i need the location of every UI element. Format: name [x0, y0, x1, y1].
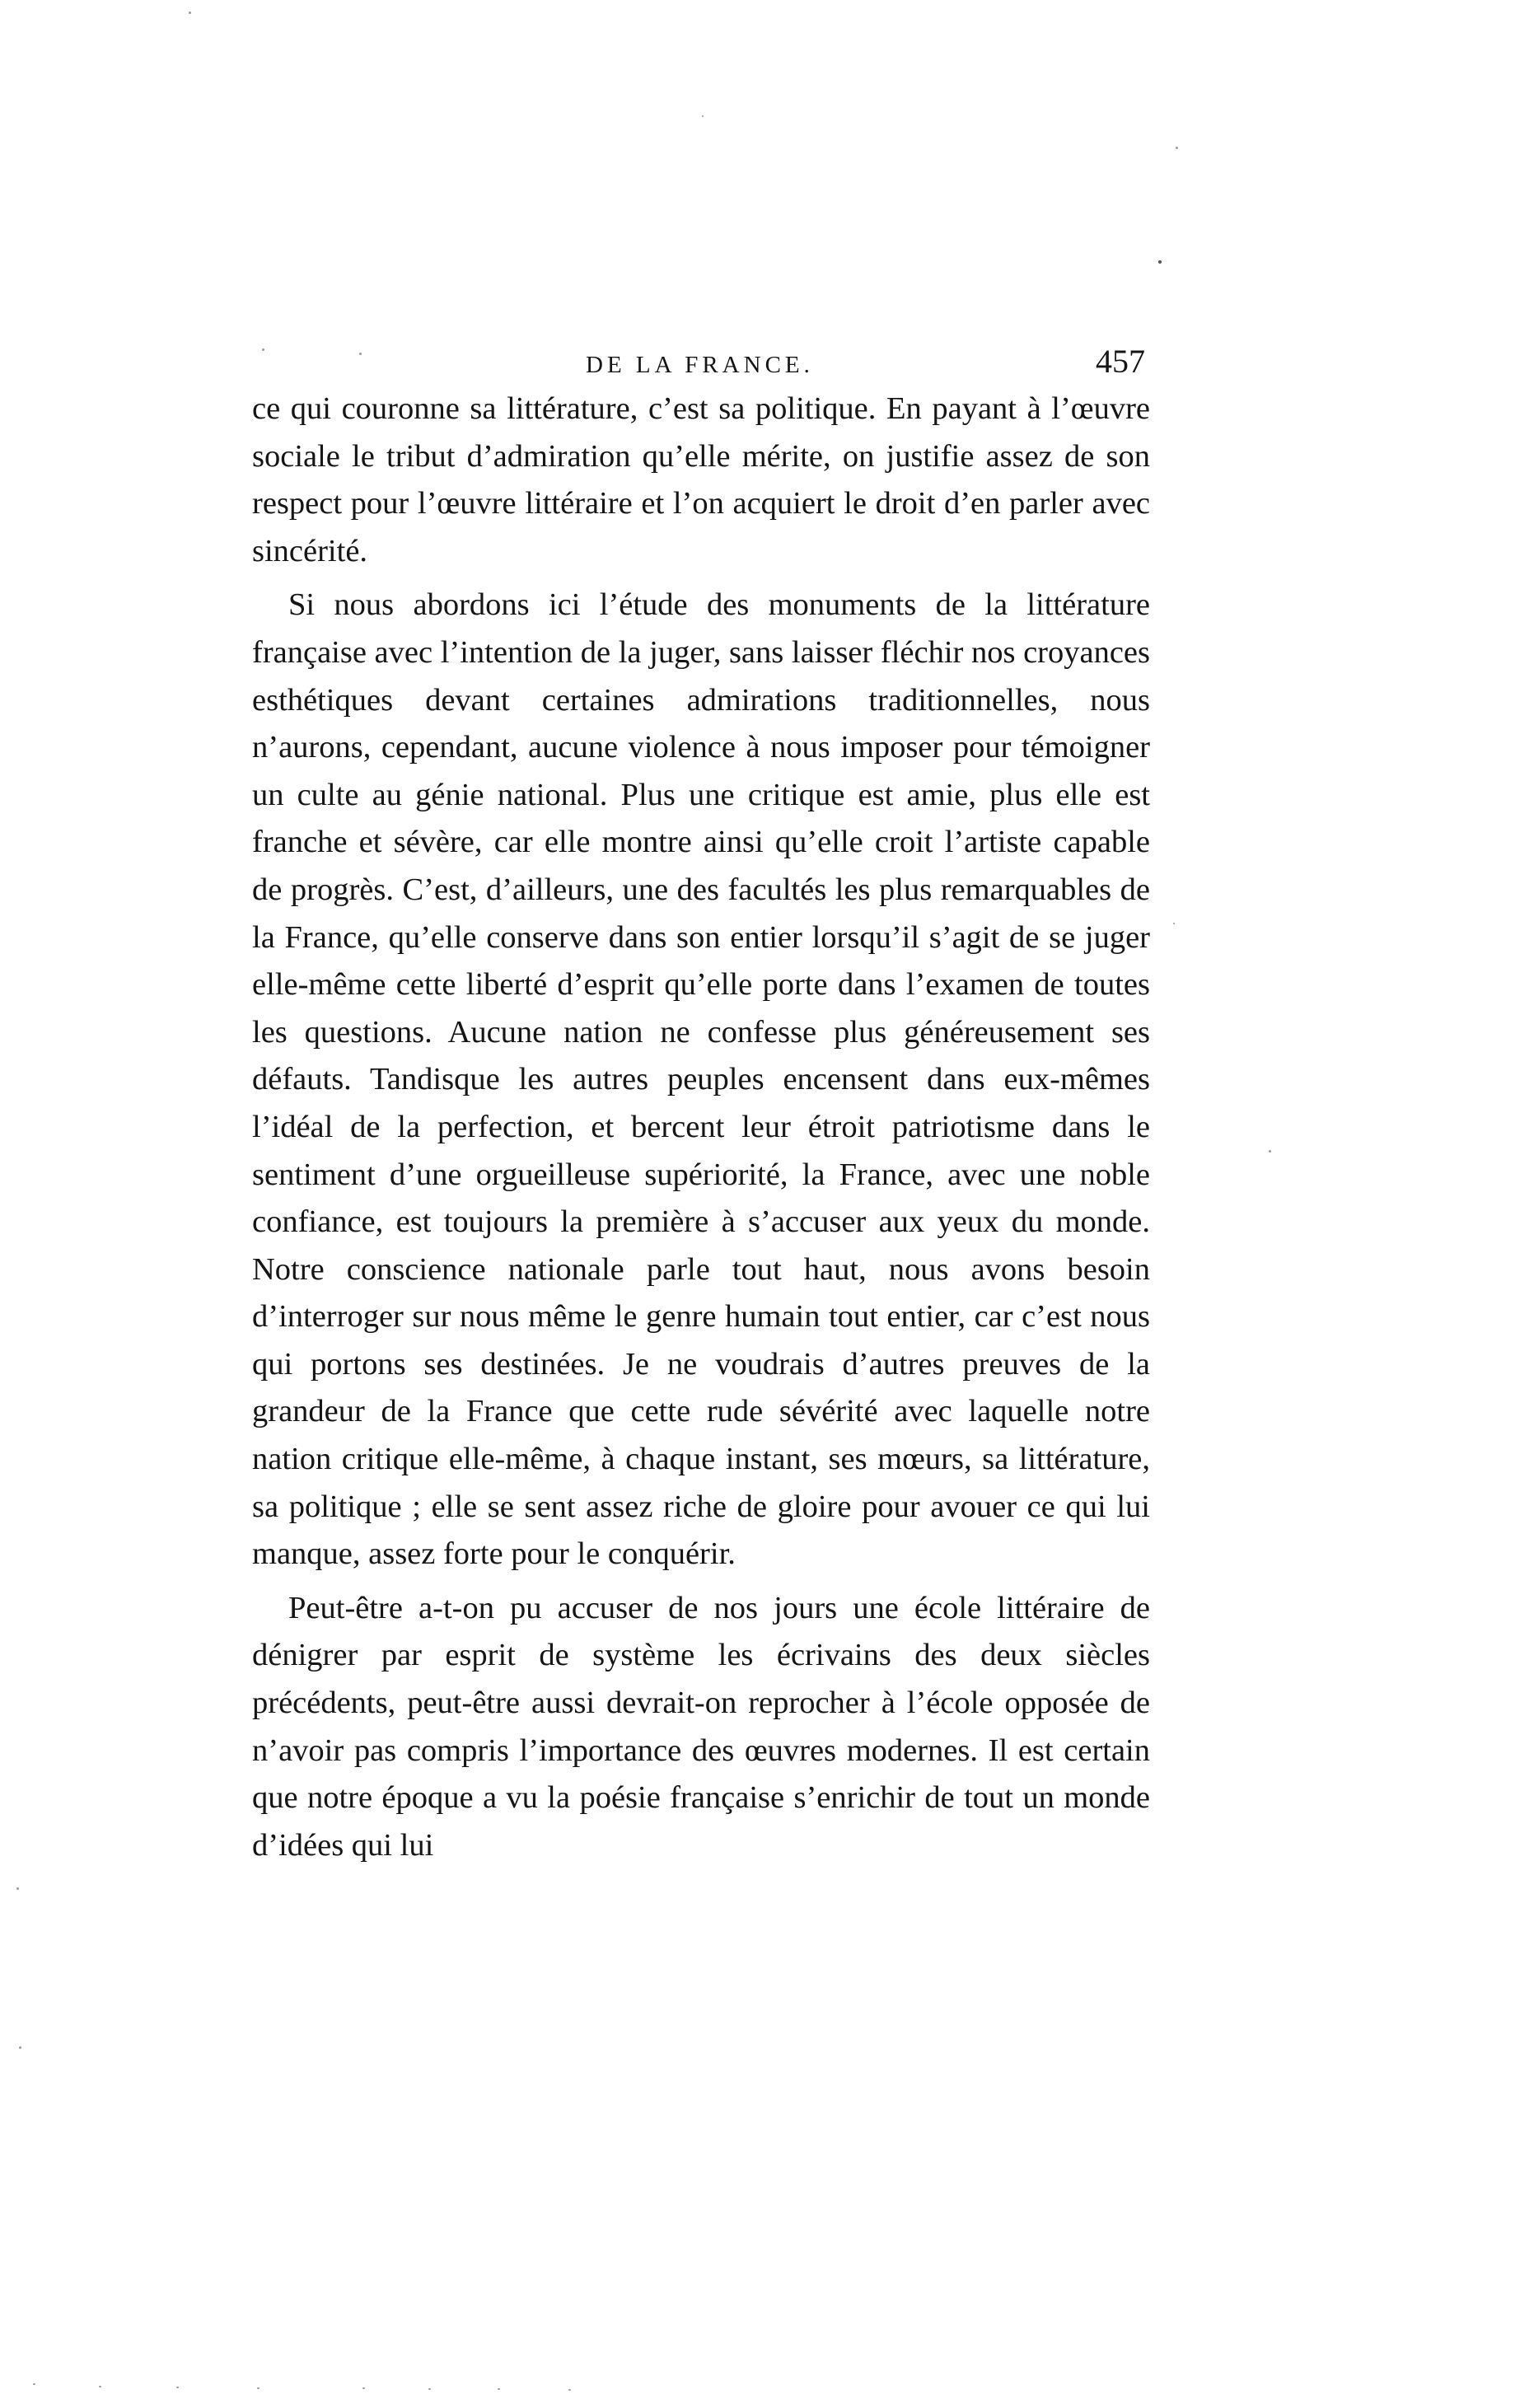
scan-speck — [262, 348, 264, 351]
scan-speck — [1269, 1150, 1271, 1153]
scan-speck — [428, 2388, 431, 2390]
scan-speck — [19, 2046, 21, 2049]
scan-speck — [176, 2387, 179, 2388]
scan-speck — [1158, 260, 1162, 264]
paragraph-gap — [252, 1578, 1150, 1585]
page-number: 457 — [1096, 343, 1145, 380]
scan-speck — [16, 1887, 19, 1890]
scan-speck — [1176, 147, 1178, 149]
body-text — [252, 386, 1150, 1869]
scan-speck — [257, 2387, 260, 2389]
scan-speck — [702, 115, 704, 117]
paragraph-gap — [252, 575, 1150, 582]
scan-speck — [189, 12, 191, 14]
scan-speck — [99, 2386, 101, 2387]
page-header — [252, 342, 1150, 391]
scan-speck — [362, 2387, 365, 2389]
scan-speck — [33, 2383, 35, 2385]
scan-speck — [1173, 923, 1175, 924]
scan-speck — [498, 2388, 500, 2390]
running-head: DE LA FRANCE. — [586, 352, 814, 378]
paragraph-2: Si nous abordons ici l’étude des monuments de la littérature française avec l’intention de la juger, sans laisser fléchir nos croyances esthétiques devant certaines admirations traditionnelles, nous n’aurons, cependant, aucune violence à nous imposer pour témoigner un culte au génie national. Plus une critique est amie, plus elle est franche et sévère, car elle montre ainsi qu’elle croit l’artiste capable de progrès. C’est, d’ailleurs, une des facultés les plus remarquables de la France, qu’elle conserve dans son entier lorsqu’il s’agit de se juger elle-même cette liberté d’esprit qu’elle porte dans l’examen de toutes les questions. Aucune nation ne confesse plus généreusement ses défauts. Tandisque les autres peuples encensent dans eux-mêmes l’idéal de la perfection, et bercent leur étroit patriotisme dans le sentiment d’une orgueilleuse supériorité, la France, avec une noble confiance, est toujours la première à s’accuser aux yeux du monde. Notre conscience nationale parle tout haut, nous avons besoin d’interroger sur nous même le genre humain tout entier, car c’est nous qui portons ses destinées. Je ne voudrais d’autres preuves de la grandeur de la France que cette rude sévérité avec laquelle notre nation critique elle-même, à chaque instant, ses mœurs, sa littérature, sa politique ; elle se sent assez riche de gloire pour avouer ce qui lui manque, assez forte pour le conquérir. — [252, 587, 1150, 1572]
scan-speck — [359, 353, 362, 355]
paragraph-3: Peut-être a-t-on pu accuser de nos jours une école littéraire de dénigrer par esprit de système les écrivains des deux siècles précédents, peut-être aussi devrait-on reprocher à l’école opposée de n’avoir pas compris l’importance des œuvres modernes. Il est certain que notre époque a vu la poésie française s’enrichir de tout un monde d’idées qui lui — [252, 1590, 1150, 1863]
scan-speck — [568, 2389, 571, 2391]
paragraph-1: ce qui couronne sa littérature, c’est sa politique. En payant à l’œuvre sociale le tribut d’admiration qu’elle mérite, on justifie assez de son respect pour l’œuvre littéraire et l’on acquiert le droit d’en parler avec sincérité. — [252, 391, 1150, 568]
